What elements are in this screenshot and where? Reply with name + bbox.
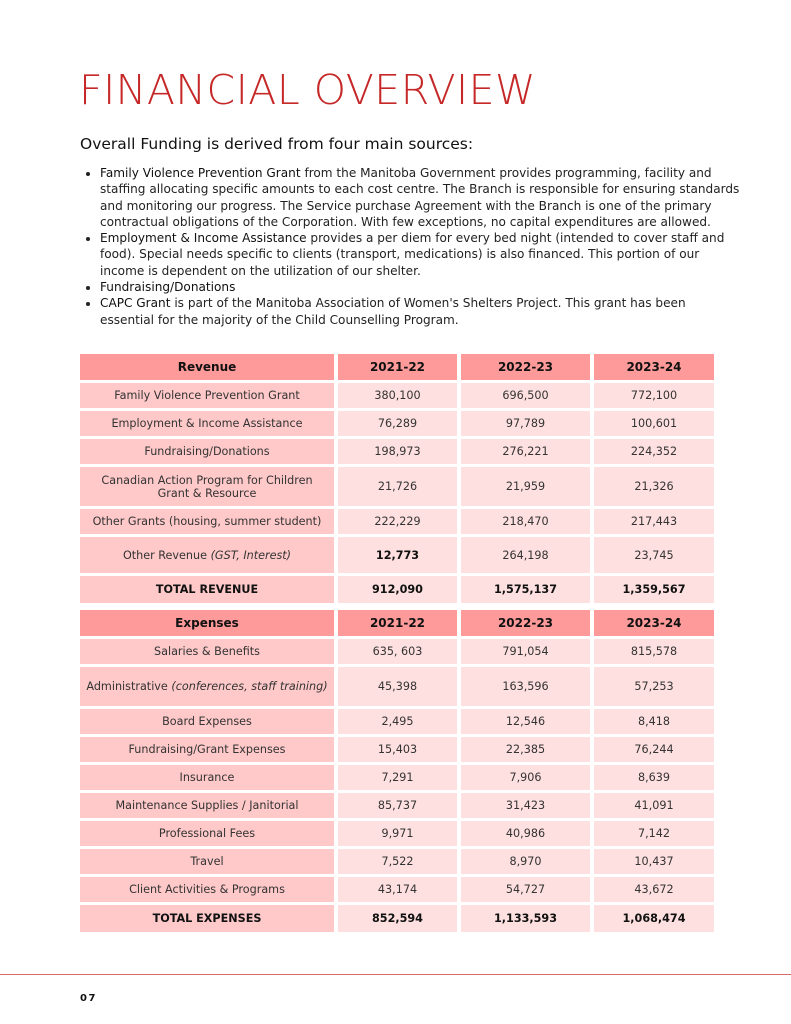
row-value: 76,289 [338,411,457,436]
table-row [80,383,714,408]
row-value: 57,253 [594,667,714,706]
row-value: 9,971 [338,821,457,846]
table-row [80,849,714,874]
row-value: 76,244 [594,737,714,762]
total-value: 1,068,474 [594,905,714,932]
source-description: from the Manitoba Government provides programming, facility and staffing allocating specific amounts to each cost centre. The Branch is responsible for ensuring standards and monitoring our progress. The Service purchase Agreement with the Branch is one of the primary contractual obligations of the Corporation. With few exceptions, no capital expenditures are allowed. [100,166,740,229]
expenses-header-year: 2022-23 [461,610,590,636]
row-value: 7,291 [338,765,457,790]
row-value: 217,443 [594,509,714,534]
row-value: 41,091 [594,793,714,818]
source-name: Employment & Income Assistance [100,231,307,246]
row-value: 696,500 [461,383,590,408]
row-label: Fundraising/Donations [80,439,334,464]
total-value: 1,575,137 [461,576,590,603]
row-value: 276,221 [461,439,590,464]
row-label: Other Grants (housing, summer student) [80,509,334,534]
page-title: FINANCIAL OVERVIEW [79,66,537,114]
row-value: 97,789 [461,411,590,436]
row-value: 222,229 [338,509,457,534]
source-description: provides a per diem for every bed night (intended to cover staff and food). Special needs specific to clients (transport, medications) is also financed. This portion of our income is dependent on the utilization of our shelter. [100,231,725,278]
row-label: Salaries & Benefits [80,639,334,664]
table-row [80,793,714,818]
row-value: 7,142 [594,821,714,846]
row-label: Administrative (conferences, staff training) [80,667,334,706]
row-label: Client Activities & Programs [80,877,334,902]
expenses-header-year: 2023-24 [594,610,714,636]
row-value: 218,470 [461,509,590,534]
row-value: 43,672 [594,877,714,902]
row-value: 21,326 [594,467,714,506]
source-item [100,295,740,328]
row-value: 100,601 [594,411,714,436]
row-label: Canadian Action Program for Children Grant & Resource [80,467,334,506]
row-value: 8,639 [594,765,714,790]
total-value: 852,594 [338,905,457,932]
footer-divider [0,974,791,975]
table-row [80,537,714,573]
revenue-header-year: 2022-23 [461,354,590,380]
row-value: 85,737 [338,793,457,818]
row-value: 40,986 [461,821,590,846]
row-value: 12,546 [461,709,590,734]
row-value: 7,906 [461,765,590,790]
total-value: 1,133,593 [461,905,590,932]
total-value: 1,359,567 [594,576,714,603]
row-label: Insurance [80,765,334,790]
row-value: 10,437 [594,849,714,874]
table-row [80,667,714,706]
total-value: 912,090 [338,576,457,603]
row-value: 21,726 [338,467,457,506]
row-label: Board Expenses [80,709,334,734]
row-value: 8,418 [594,709,714,734]
row-value: 772,100 [594,383,714,408]
table-row [80,821,714,846]
row-value: 12,773 [338,537,457,573]
row-value: 264,198 [461,537,590,573]
source-name: CAPC Grant [100,296,171,311]
row-label: Travel [80,849,334,874]
funding-subtitle: Overall Funding is derived from four main sources: [80,135,474,153]
source-item [100,230,740,279]
row-label: Fundraising/Grant Expenses [80,737,334,762]
row-value: 21,959 [461,467,590,506]
row-value: 7,522 [338,849,457,874]
revenue-header-year: 2021-22 [338,354,457,380]
total-label: TOTAL REVENUE [80,576,334,603]
row-value: 163,596 [461,667,590,706]
row-label: Family Violence Prevention Grant [80,383,334,408]
row-value: 2,495 [338,709,457,734]
expenses-table [76,607,718,935]
row-value: 15,403 [338,737,457,762]
row-label: Other Revenue (GST, Interest) [80,537,334,573]
row-value: 23,745 [594,537,714,573]
row-value: 380,100 [338,383,457,408]
row-label: Professional Fees [80,821,334,846]
row-value: 224,352 [594,439,714,464]
source-name: Family Violence Prevention Grant [100,166,301,180]
table-row [80,709,714,734]
total-revenue-row [80,576,714,603]
table-row [80,737,714,762]
row-value: 635, 603 [338,639,457,664]
row-value: 791,054 [461,639,590,664]
page-number: 07 [80,993,97,1004]
revenue-header-category: Revenue [80,354,334,380]
row-value: 43,174 [338,877,457,902]
table-row [80,411,714,436]
expenses-header-category: Expenses [80,610,334,636]
table-row [80,467,714,506]
table-row [80,765,714,790]
expenses-header-year: 2021-22 [338,610,457,636]
table-row [80,509,714,534]
row-value: 31,423 [461,793,590,818]
revenue-table [76,351,718,606]
revenue-header-row [80,354,714,380]
funding-sources-list [80,165,740,328]
row-value: 45,398 [338,667,457,706]
total-expenses-row [80,905,714,932]
row-value: 54,727 [461,877,590,902]
row-label: Employment & Income Assistance [80,411,334,436]
table-row [80,639,714,664]
row-value: 8,970 [461,849,590,874]
row-value: 198,973 [338,439,457,464]
total-label: TOTAL EXPENSES [80,905,334,932]
table-row [80,439,714,464]
row-value: 22,385 [461,737,590,762]
table-row [80,877,714,902]
source-description: is part of the Manitoba Association of Women's Shelters Project. This grant has been essential for the majority of the Child Counselling Program. [100,296,686,327]
expenses-header-row [80,610,714,636]
row-label: Maintenance Supplies / Janitorial [80,793,334,818]
revenue-header-year: 2023-24 [594,354,714,380]
source-item [100,165,740,230]
row-value: 815,578 [594,639,714,664]
source-item [100,279,740,295]
source-name: Fundraising/Donations [100,280,236,295]
